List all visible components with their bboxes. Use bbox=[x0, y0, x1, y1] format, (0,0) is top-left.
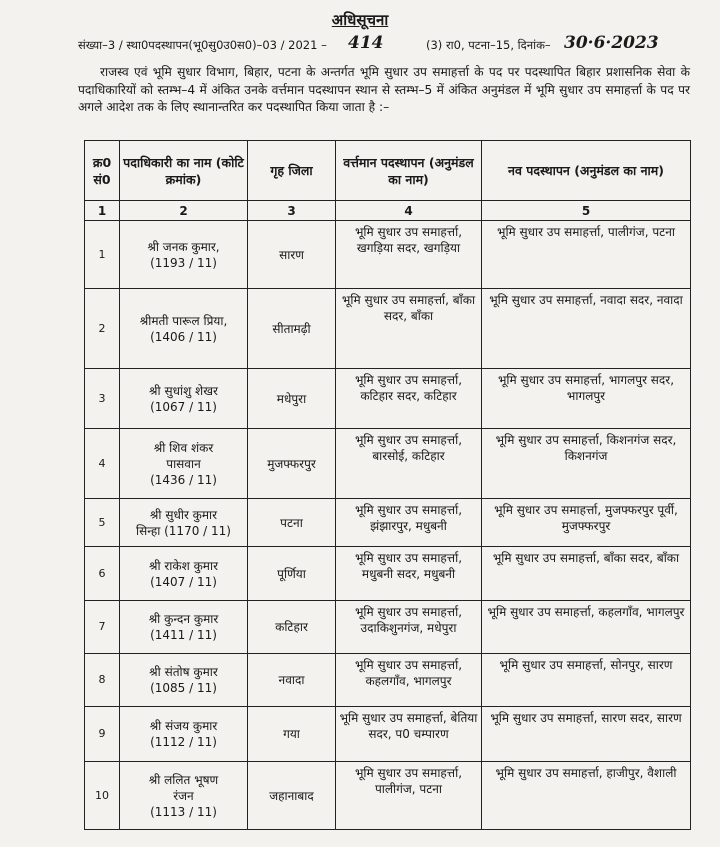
new-posting-cell: भूमि सुधार उप समाहर्त्ता, सारण सदर, सारण bbox=[482, 707, 691, 762]
officer-name-cell: श्री संजय कुमार (1112 / 11) bbox=[120, 707, 248, 762]
column-number: 5 bbox=[482, 201, 691, 221]
serial-cell: 3 bbox=[85, 369, 120, 429]
officer-name-cell: श्री ललित भूषण रंजन (1113 / 11) bbox=[120, 762, 248, 830]
officer-name-cell: श्री कुन्दन कुमार (1411 / 11) bbox=[120, 601, 248, 654]
new-posting-cell: भूमि सुधार उप समाहर्त्ता, सोनपुर, सारण bbox=[482, 654, 691, 707]
column-number: 4 bbox=[336, 201, 482, 221]
current-posting-cell: भूमि सुधार उप समाहर्त्ता, बारसोई, कटिहार bbox=[336, 429, 482, 499]
table-row bbox=[85, 499, 691, 547]
home-district-cell: पटना bbox=[248, 499, 336, 547]
officer-name-cell: श्री सुधीर कुमार सिन्हा (1170 / 11) bbox=[120, 499, 248, 547]
serial-cell: 2 bbox=[85, 289, 120, 369]
new-posting-cell: भूमि सुधार उप समाहर्त्ता, कहलगाँव, भागलपुर bbox=[482, 601, 691, 654]
officer-name-cell: श्री राकेश कुमार (1407 / 11) bbox=[120, 547, 248, 601]
current-posting-cell: भूमि सुधार उप समाहर्त्ता, बाँका सदर, बाँका bbox=[336, 289, 482, 369]
column-number: 1 bbox=[85, 201, 120, 221]
new-posting-cell: भूमि सुधार उप समाहर्त्ता, किशनगंज सदर, किशनगंज bbox=[482, 429, 691, 499]
new-posting-cell: भूमि सुधार उप समाहर्त्ता, बाँका सदर, बाँका bbox=[482, 547, 691, 601]
serial-cell: 10 bbox=[85, 762, 120, 830]
home-district-cell: सारण bbox=[248, 221, 336, 289]
new-posting-cell: भूमि सुधार उप समाहर्त्ता, भागलपुर सदर, भागलपुर bbox=[482, 369, 691, 429]
serial-cell: 5 bbox=[85, 499, 120, 547]
header-officer-name: पदाधिकारी का नाम (कोटि क्रमांक) bbox=[120, 141, 248, 201]
header-home-district: गृह जिला bbox=[248, 141, 336, 201]
current-posting-cell: भूमि सुधार उप समाहर्त्ता, बेतिया सदर, प0 चम्पारण bbox=[336, 707, 482, 762]
table-header-row bbox=[85, 141, 691, 201]
officer-name-cell: श्री शिव शंकर पासवान (1436 / 11) bbox=[120, 429, 248, 499]
table-row bbox=[85, 221, 691, 289]
table-row bbox=[85, 289, 691, 369]
officer-name-cell: श्री संतोष कुमार (1085 / 11) bbox=[120, 654, 248, 707]
reference-number: संख्या–3 / स्था0पदस्थापन(भू0सु0उ0स0)–03 / 2021 – bbox=[78, 38, 327, 52]
serial-cell: 8 bbox=[85, 654, 120, 707]
serial-cell: 9 bbox=[85, 707, 120, 762]
home-district-cell: नवादा bbox=[248, 654, 336, 707]
table-row bbox=[85, 601, 691, 654]
header-new-posting: नव पदस्थापन (अनुमंडल का नाम) bbox=[482, 141, 691, 201]
serial-cell: 7 bbox=[85, 601, 120, 654]
table-row bbox=[85, 707, 691, 762]
table-row bbox=[85, 762, 691, 830]
serial-cell: 1 bbox=[85, 221, 120, 289]
officer-name-cell: श्री जनक कुमार, (1193 / 11) bbox=[120, 221, 248, 289]
header-serial: क्र0 सं0 bbox=[85, 141, 120, 201]
table-row bbox=[85, 369, 691, 429]
column-number: 2 bbox=[120, 201, 248, 221]
home-district-cell: मुजफ्फरपुर bbox=[248, 429, 336, 499]
home-district-cell: गया bbox=[248, 707, 336, 762]
serial-cell: 6 bbox=[85, 547, 120, 601]
serial-cell: 4 bbox=[85, 429, 120, 499]
header-current-posting: वर्त्तमान पदस्थापन (अनुमंडल का नाम) bbox=[336, 141, 482, 201]
current-posting-cell: भूमि सुधार उप समाहर्त्ता, कहलगाँव, भागलपुर bbox=[336, 654, 482, 707]
notification-paragraph: राजस्व एवं भूमि सुधार विभाग, बिहार, पटना के अन्तर्गत भूमि सुधार उप समाहर्त्ता के पद पर पदस्थापित बिहार प्रशासनिक सेवा के पदाधिकारियों को स्तम्भ–4 में अंकित उनके वर्त्तमान पदस्थापन स्थान से स्तम्भ–5 में अंकित अनुमंडल में भूमि सुधार उप समाहर्त्ता के पद पर अगले आदेश तक के लिए स्थानान्तरित कर पदस्थापित किया जाता है :– bbox=[78, 65, 690, 115]
officer-name-cell: श्री सुधांशु शेखर (1067 / 11) bbox=[120, 369, 248, 429]
reference-line bbox=[78, 33, 698, 58]
table-row bbox=[85, 429, 691, 499]
column-number-row bbox=[85, 201, 691, 221]
home-district-cell: मधेपुरा bbox=[248, 369, 336, 429]
home-district-cell: सीतामढ़ी bbox=[248, 289, 336, 369]
home-district-cell: पूर्णिया bbox=[248, 547, 336, 601]
new-posting-cell: भूमि सुधार उप समाहर्त्ता, मुजफ्फरपुर पूर्वी, मुजफ्फरपुर bbox=[482, 499, 691, 547]
current-posting-cell: भूमि सुधार उप समाहर्त्ता, पालीगंज, पटना bbox=[336, 762, 482, 830]
new-posting-cell: भूमि सुधार उप समाहर्त्ता, नवादा सदर, नवादा bbox=[482, 289, 691, 369]
table-row bbox=[85, 547, 691, 601]
handwritten-number: 414 bbox=[348, 33, 384, 53]
reference-place: (3) रा0, पटना–15, दिनांक– bbox=[426, 38, 551, 52]
transfer-table bbox=[84, 140, 691, 830]
officer-name-cell: श्रीमती पारूल प्रिया, (1406 / 11) bbox=[120, 289, 248, 369]
new-posting-cell: भूमि सुधार उप समाहर्त्ता, पालीगंज, पटना bbox=[482, 221, 691, 289]
current-posting-cell: भूमि सुधार उप समाहर्त्ता, खगड़िया सदर, खगड़िया bbox=[336, 221, 482, 289]
new-posting-cell: भूमि सुधार उप समाहर्त्ता, हाजीपुर, वैशाली bbox=[482, 762, 691, 830]
column-number: 3 bbox=[248, 201, 336, 221]
page-title: अधिसूचना bbox=[331, 11, 389, 29]
home-district-cell: जहानाबाद bbox=[248, 762, 336, 830]
table-row bbox=[85, 654, 691, 707]
current-posting-cell: भूमि सुधार उप समाहर्त्ता, झंझारपुर, मधुबनी bbox=[336, 499, 482, 547]
home-district-cell: कटिहार bbox=[248, 601, 336, 654]
current-posting-cell: भूमि सुधार उप समाहर्त्ता, मधुबनी सदर, मधुबनी bbox=[336, 547, 482, 601]
handwritten-date: 30·6·2023 bbox=[564, 33, 659, 53]
current-posting-cell: भूमि सुधार उप समाहर्त्ता, कटिहार सदर, कटिहार bbox=[336, 369, 482, 429]
current-posting-cell: भूमि सुधार उप समाहर्त्ता, उदाकिशुनगंज, मधेपुरा bbox=[336, 601, 482, 654]
